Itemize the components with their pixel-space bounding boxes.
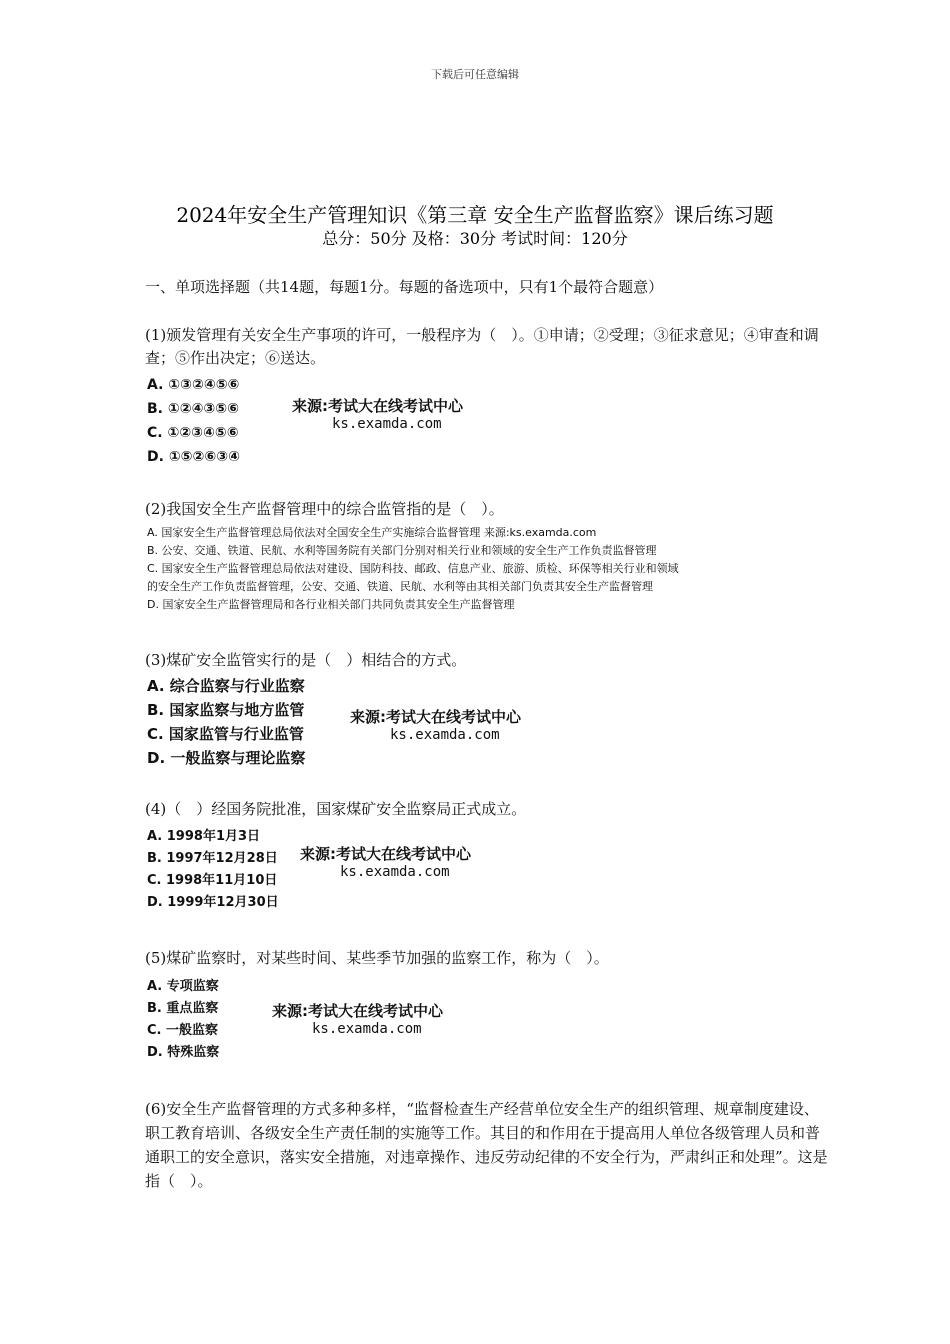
question-2-option-b: B. 公安、交通、铁道、民航、水利等国务院有关部门分别对相关行业和领域的安全生产工作负责监督管理	[147, 544, 657, 557]
question-6-stem: (6)安全生产监督管理的方式多种多样，“监督检查生产经营单位安全生产的组织管理、规章制度建设、职工教育培训、各级安全生产责任制的实施等工作。其目的和作用在于提高用人单位各级管理人员和普通职工的安全意识，落实安全措施，对违章操作、违反劳动纪律的不安全行为，严肃纠正和处理”。这是指（ ）。	[145, 1100, 828, 1190]
question-2-option-c-cont: 的安全生产工作负责监督管理，公安、交通、铁道、民航、水利等由其相关部门负责其安全生产监督管理	[147, 580, 653, 593]
question-1-option-c: C. ①②③④⑤⑥	[147, 425, 239, 441]
question-4-option-d: D. 1999年12月30日	[147, 895, 279, 910]
source-site: ks.examda.com	[340, 864, 450, 880]
question-5-source-watermark	[272, 1000, 443, 1037]
question-3-option-c: C. 国家监管与行业监管	[147, 725, 304, 743]
exam-info: 总分：50分 及格：30分 考试时间：120分	[322, 229, 628, 248]
question-2-option-a: A. 国家安全生产监督管理总局依法对全国安全生产实施综合监督管理 来源:ks.examda.com	[147, 526, 597, 539]
question-4-option-b: B. 1997年12月28日	[147, 851, 278, 866]
source-site: ks.examda.com	[332, 416, 442, 432]
source-label: 来源:考试大在线考试中心	[350, 708, 521, 726]
page-title: 2024年安全生产管理知识《第三章 安全生产监督监察》课后练习题	[176, 203, 774, 227]
question-2-option-c: C. 国家安全生产监督管理总局依法对建设、国防科技、邮政、信息产业、旅游、质检、环保等相关行业和领域	[147, 562, 679, 575]
source-label: 来源:考试大在线考试中心	[300, 845, 471, 863]
source-label: 来源:考试大在线考试中心	[292, 397, 463, 415]
question-2-stem: (2)我国安全生产监督管理中的综合监管指的是（ ）。	[145, 500, 504, 518]
question-3-stem: (3)煤矿安全监管实行的是（ ）相结合的方式。	[145, 651, 467, 669]
question-1-stem: (1)颁发管理有关安全生产事项的许可，一般程序为（ ）。①申请；②受理；③征求意见；④审查和调查；⑤作出决定；⑥送达。	[145, 326, 819, 367]
section-heading: 一、单项选择题（共14题，每题1分。每题的备选项中，只有1个最符合题意）	[145, 278, 664, 296]
question-3-option-a: A. 综合监察与行业监察	[147, 677, 305, 695]
question-3-option-b: B. 国家监察与地方监管	[147, 701, 305, 719]
question-5-option-d: D. 特殊监察	[147, 1045, 220, 1060]
question-4-stem: (4)（ ）经国务院批准，国家煤矿安全监察局正式成立。	[145, 800, 527, 818]
question-5-option-b: B. 重点监察	[147, 1001, 219, 1016]
question-5-stem: (5)煤矿监察时，对某些时间、某些季节加强的监察工作，称为（ ）。	[145, 949, 609, 967]
question-2-options	[147, 524, 847, 614]
header-note: 下载后可任意编辑	[431, 68, 519, 81]
question-2-option-d: D. 国家安全生产监督管理局和各行业相关部门共同负责其安全生产监督管理	[147, 598, 515, 611]
question-4-option-c: C. 1998年11月10日	[147, 873, 278, 888]
question-4-option-a: A. 1998年1月3日	[147, 829, 261, 844]
question-3-source-watermark	[350, 706, 521, 743]
question-1-source-watermark	[292, 395, 463, 432]
source-site: ks.examda.com	[312, 1021, 422, 1037]
question-1-option-a: A. ①③②④⑤⑥	[147, 377, 240, 393]
question-1-option-d: D. ①⑤②⑥③④	[147, 449, 240, 465]
source-label: 来源:考试大在线考试中心	[272, 1002, 443, 1020]
question-3-option-d: D. 一般监察与理论监察	[147, 749, 306, 767]
question-4-source-watermark	[300, 843, 471, 880]
question-1-option-b: B. ①②④③⑤⑥	[147, 401, 239, 417]
question-5-option-a: A. 专项监察	[147, 979, 219, 994]
question-5-option-c: C. 一般监察	[147, 1023, 219, 1038]
source-site: ks.examda.com	[390, 727, 500, 743]
